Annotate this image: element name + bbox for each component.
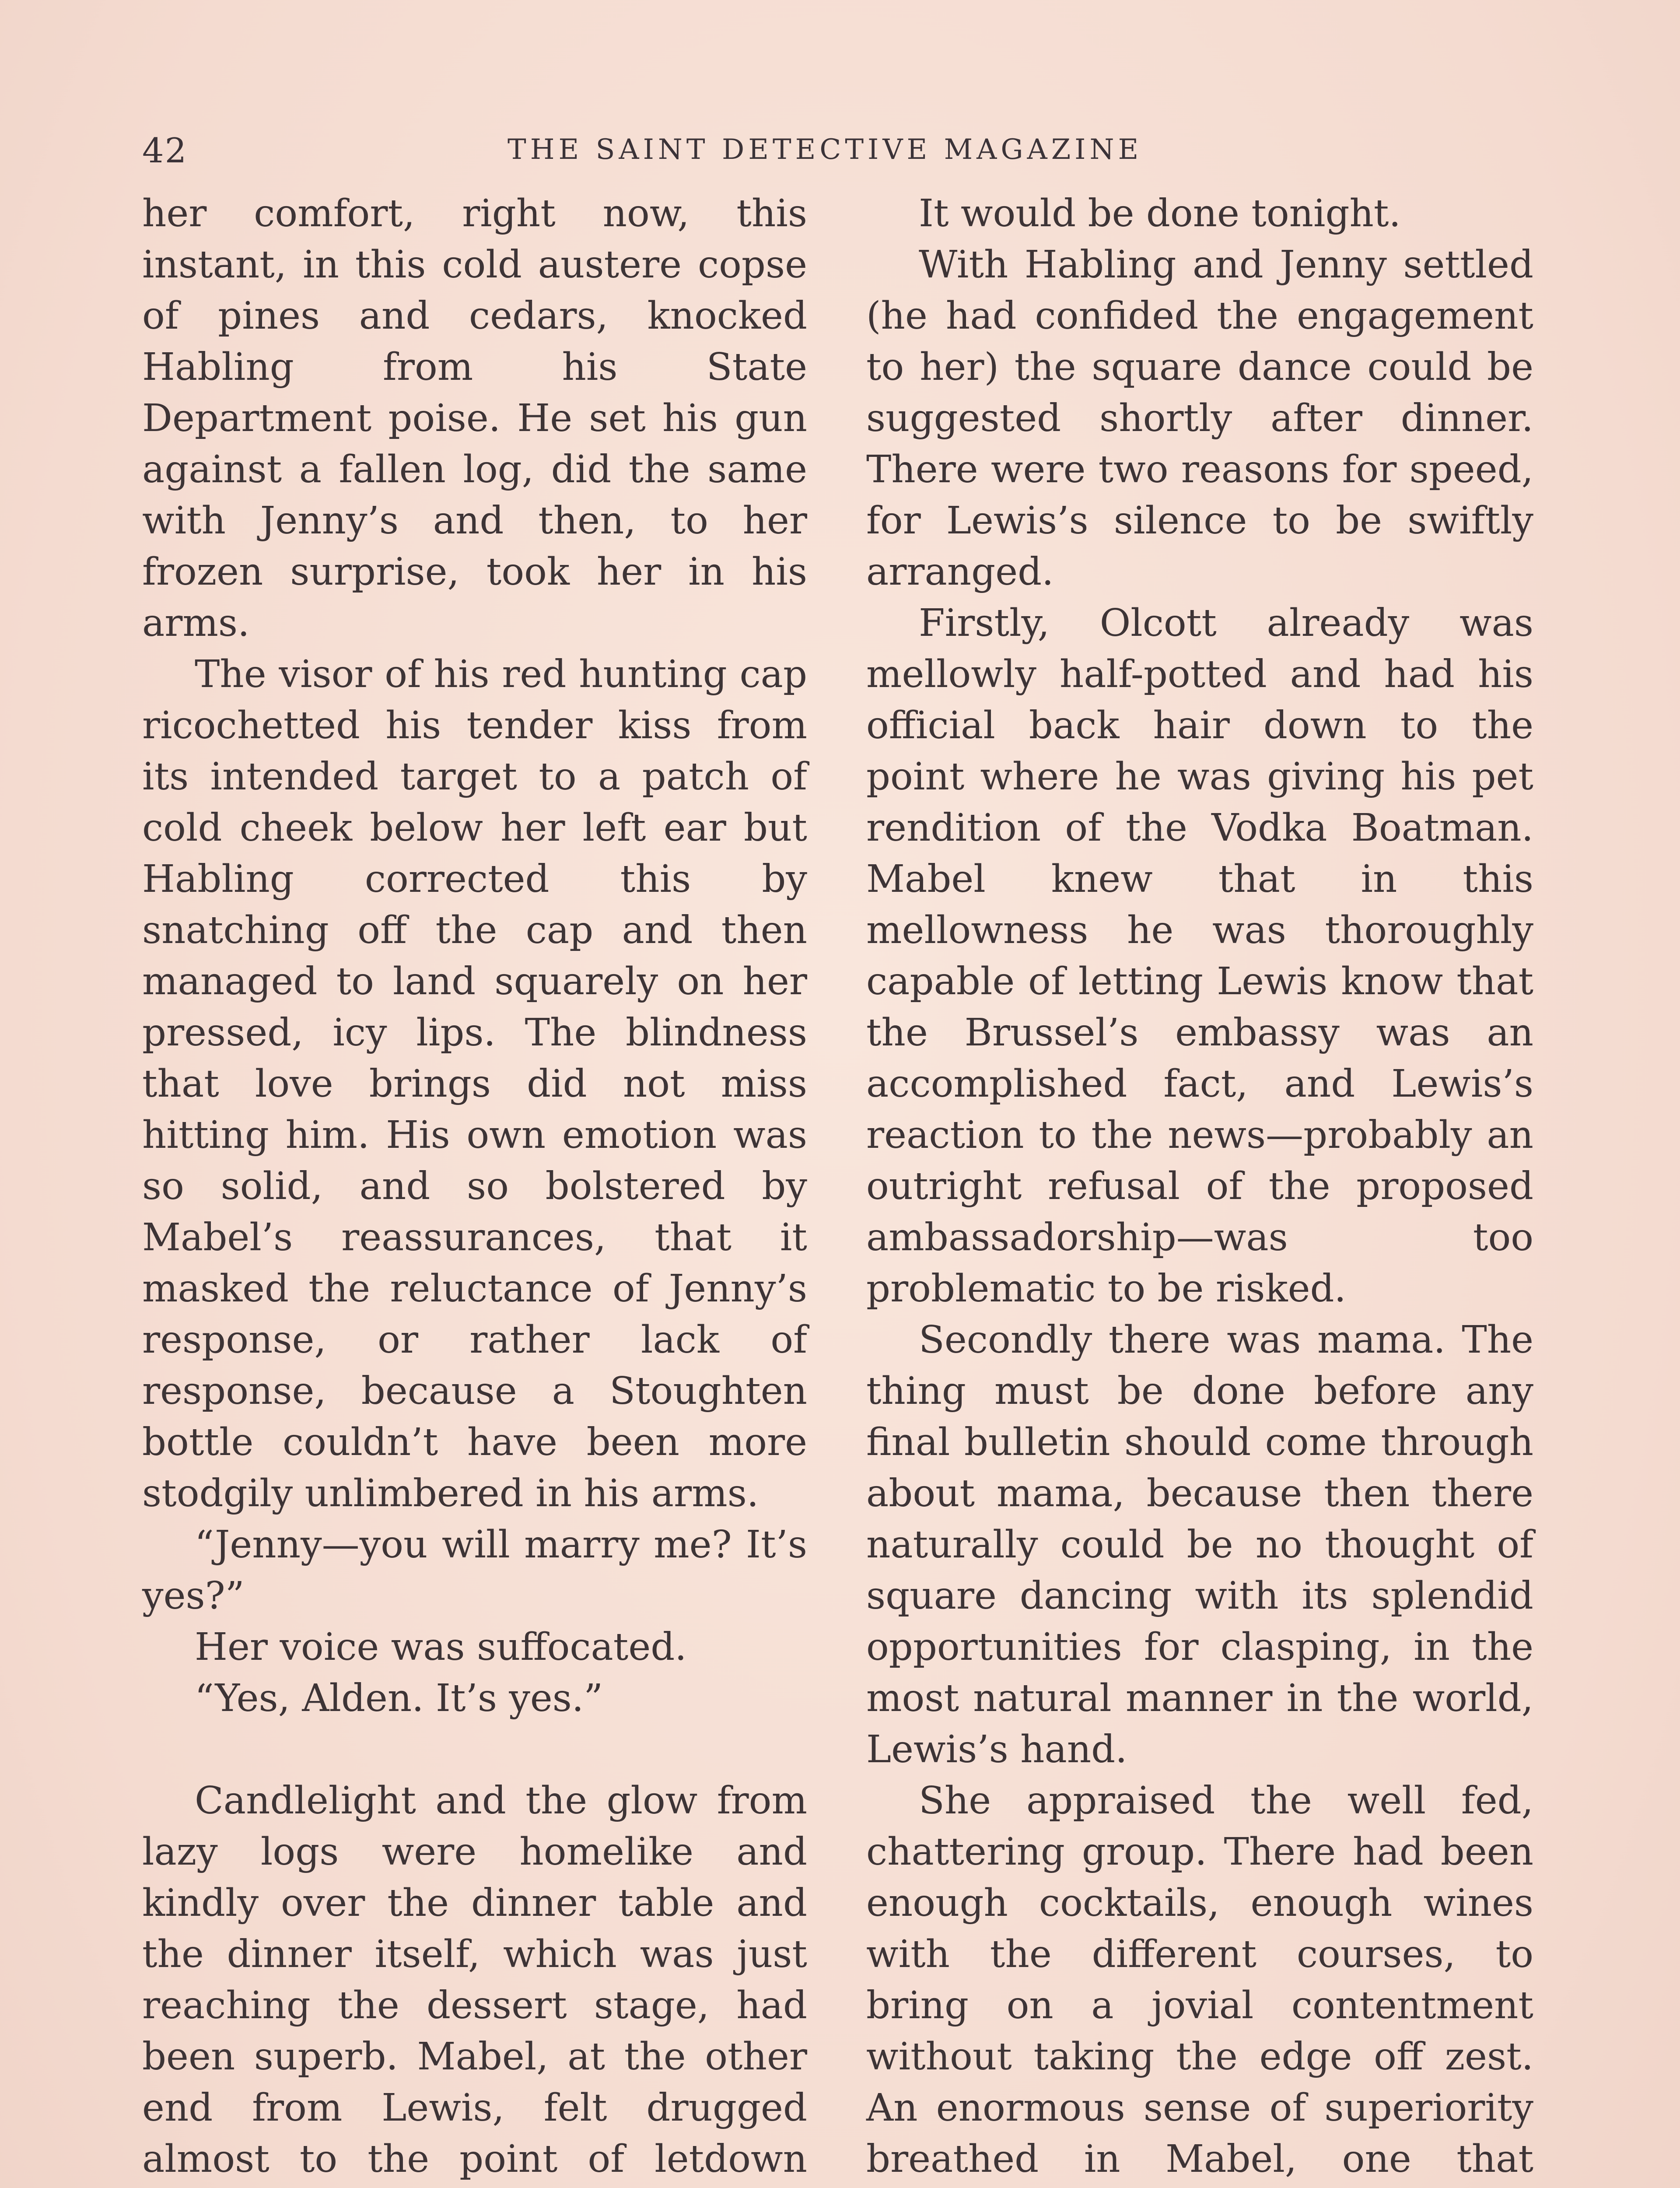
paragraph: Secondly there was mama. The thing must be done before any final bulletin should come through about mama, because then there naturally could be no thought of square dancing with its splendid opportunities for clasping, in the most natural manner in the world, Lewis’s hand. xyxy=(866,1318,1533,1771)
paragraph: It would be done tonight. xyxy=(919,192,1401,235)
paragraph: The visor of his red hunting cap ricochetted his tender kiss from its intended target to a patch of cold cheek below her left ear but Habling corrected this by snatching off the cap and then managed to land squarely on her pressed, icy lips. The blindness that love brings did not miss hitting him. His own emotion was so solid, and so bolstered by Mabel’s reassurances, that it masked the reluctance of Jenny’s response, or rather lack of response, because a Stoughten bottle couldn’t have been more stodgily unlimbered in his arms. xyxy=(142,652,807,1515)
dialogue-line: “Jenny—you will marry me? It’s yes?” xyxy=(142,1523,807,1618)
right-column xyxy=(866,188,1533,2188)
paragraph: Candlelight and the glow from lazy logs were homelike and kindly over the dinner table and the dinner itself, which was just reaching the dessert stage, had been superb. Mabel, at the other end from Lewis, felt drugged almost to the point of letdown xyxy=(142,1779,807,2181)
paragraph: Her voice was suffocated. xyxy=(195,1625,687,1669)
paragraph: She appraised the well fed, chattering group. There had been enough cocktails, enough wines with the different courses, to bring on a jovial contentment without taking the edge off zest. An enormous sense of superiority breathed in Mabel, one that xyxy=(866,1779,1533,2181)
left-column xyxy=(142,188,807,2188)
dialogue-line: “Yes, Alden. It’s yes.” xyxy=(195,1676,603,1720)
paragraph: With Habling and Jenny settled (he had confided the engagement to her) the square dance could be suggested shortly after dinner. There were two reasons for speed, for Lewis’s silence to be swiftly arranged. xyxy=(866,243,1533,594)
running-head: THE SAINT DETECTIVE MAGAZINE xyxy=(508,133,1143,166)
page-number: 42 xyxy=(142,131,188,171)
paragraph: her comfort, right now, this instant, in this cold austere copse of pines and cedars, knocked Habling from his State Department poise. He set his gun against a fallen log, did the same with Jenny’s and then, to her frozen surprise, took her in his arms. xyxy=(142,192,807,645)
paragraph: Firstly, Olcott already was mellowly half-potted and had his official back hair down to the point where he was giving his pet rendition of the Vodka Boatman. Mabel knew that in this mellowness he was thoroughly capable of letting Lewis know that the Brussel’s embassy was an accomplished fact, and Lewis’s reaction to the news—probably an outright refusal of the proposed ambassadorship—was too problematic to be risked. xyxy=(866,601,1533,1311)
